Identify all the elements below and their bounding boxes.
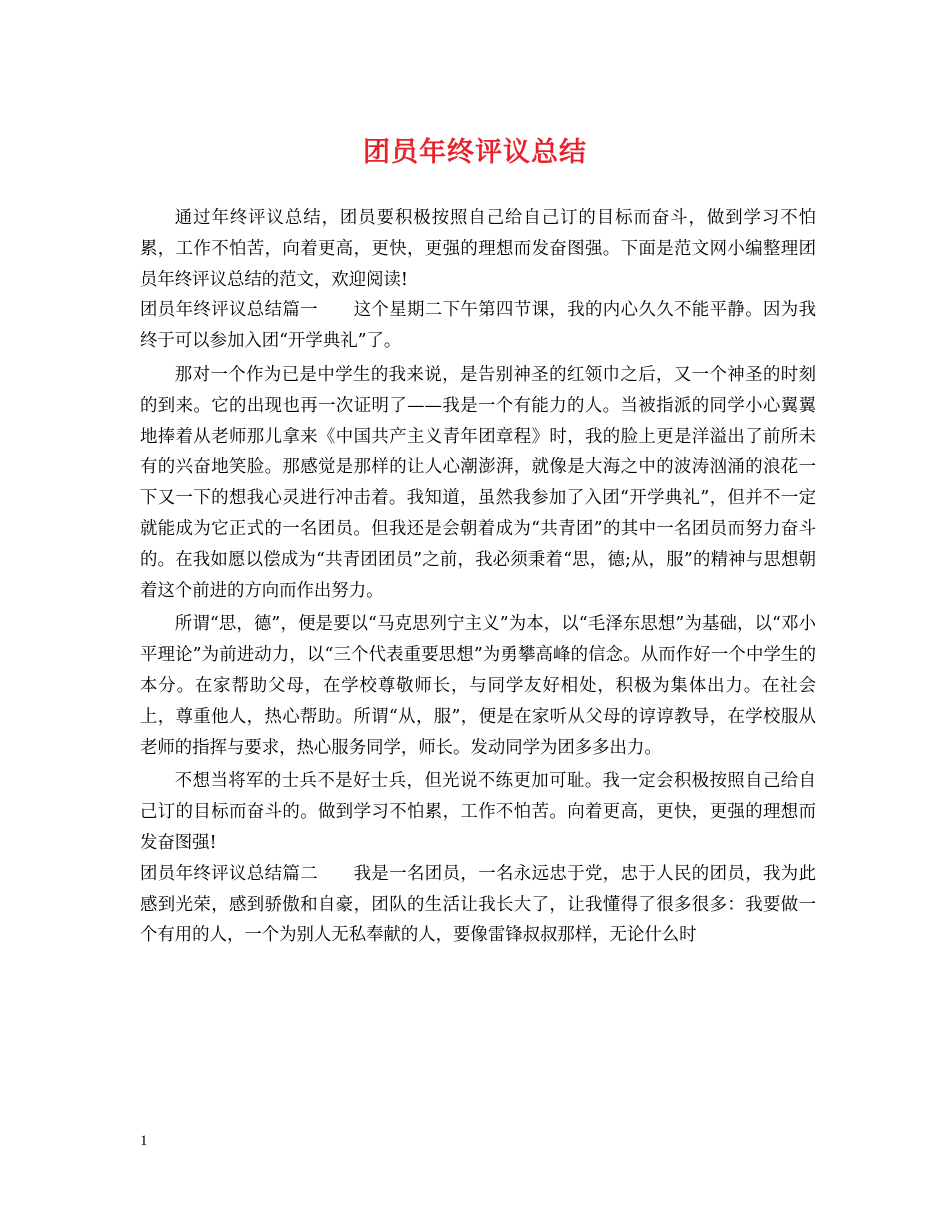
page-number: 1 [140,1133,148,1149]
document-body [140,203,816,951]
document-title: 团员年终评议总结 [363,137,587,168]
paragraph-intro: 通过年终评议总结，团员要积极按照自己给自己订的目标而奋斗，做到学习不怕累，工作不怕苦，向着更高，更快，更强的理想而发奋图强。下面是范文网小编整理团员年终评议总结的范文，欢迎阅读! [140,208,816,290]
paragraph: 那对一个作为已是中学生的我来说，是告别神圣的红领巾之后，又一个神圣的时刻的到来。它的出现也再一次证明了——我是一个有能力的人。当被指派的同学小心翼翼地捧着从老师那儿拿来《中国共产主义青年团章程》时，我的脸上更是洋溢出了前所未有的兴奋地笑脸。那感觉是那样的让人心潮澎湃，就像是大海之中的波涛汹涌的浪花一下又一下的想我心灵进行冲击着。我知道，虽然我参加了入团“开学典礼”，但并不一定就能成为它正式的一名团员。但我还是会朝着成为“共青团”的其中一名团员而努力奋斗的。在我如愿以偿成为“共青团团员”之前，我必须秉着“思，德;从，服”的精神与思想朝着这个前进的方向而作出努力。 [140,364,816,601]
paragraph-section-two-heading: 团员年终评议总结篇二 我是一名团员，一名永远忠于党，忠于人民的团员，我为此感到光荣，感到骄傲和自豪，团队的生活让我长大了，让我懂得了很多很多：我要做一个有用的人，一个为别人无私奉献的人，要像雷锋叔叔那样，无论什么时 [140,863,816,946]
paragraph: 所谓“思，德”，便是要以“马克思列宁主义”为本，以“毛泽东思想”为基础，以“邓小平理论”为前进动力，以“三个代表重要思想”为勇攀高峰的信念。从而作好一个中学生的本分。在家帮助父母，在学校尊敬师长，与同学友好相处，积极为集体出力。在社会上，尊重他人，热心帮助。所谓“从，服”，便是在家听从父母的谆谆教导，在学校服从老师的指挥与要求，热心服务同学，师长。发动同学为团多多出力。 [140,614,816,758]
paragraph-section-one-heading: 团员年终评议总结篇一 这个星期二下午第四节课，我的内心久久不能平静。因为我终于可以参加入团“开学典礼”了。 [140,300,816,352]
paragraph: 不想当将军的士兵不是好士兵，但光说不练更加可耻。我一定会积极按照自己给自己订的目标而奋斗的。做到学习不怕累，工作不怕苦。向着更高，更快，更强的理想而发奋图强! [140,771,816,853]
